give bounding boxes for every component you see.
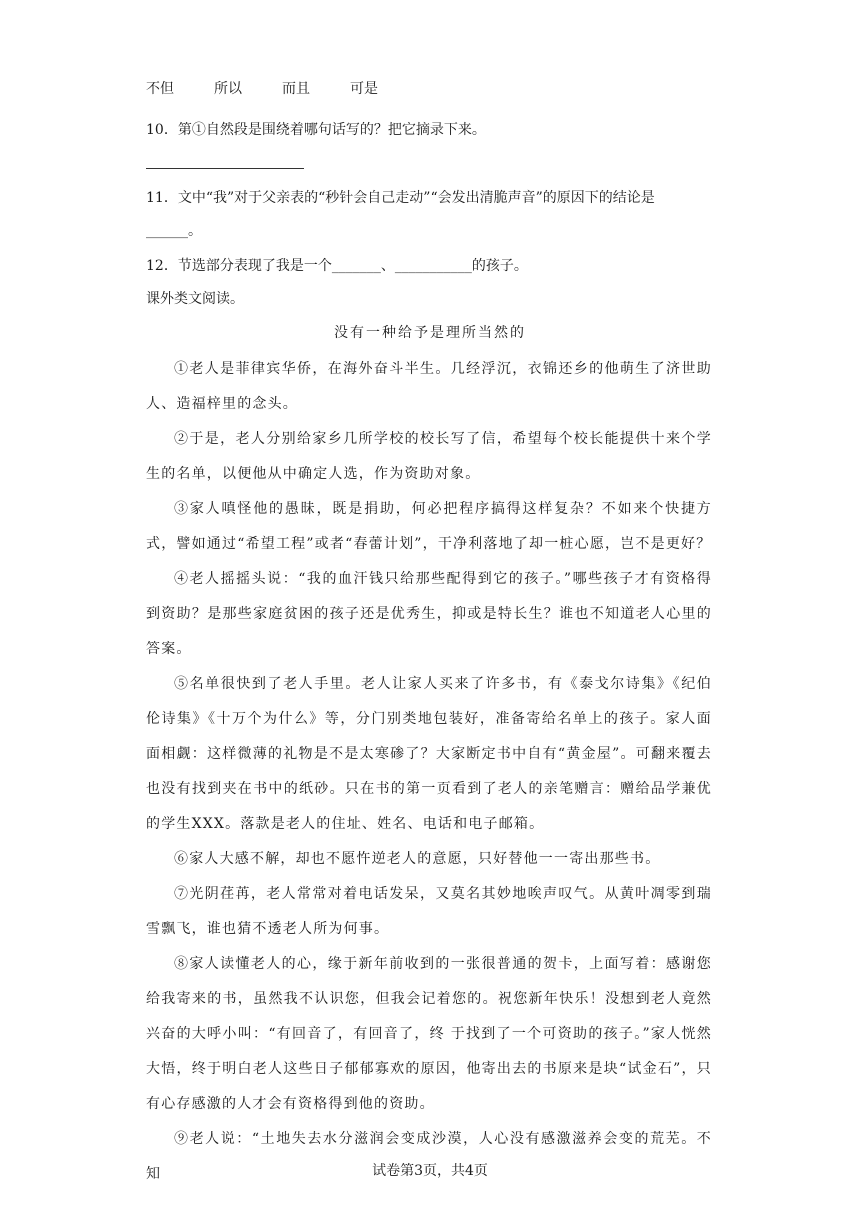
question-11-line-2: ______。 — [146, 223, 202, 239]
option-4: 可是 — [350, 81, 378, 97]
paragraph-1: ①老人是菲律宾华侨，在海外奋斗半生。几经浮沉，衣锦还乡的他萌生了济世助人、造福梓里的念头。 — [146, 361, 712, 412]
answer-line-10 — [146, 168, 304, 169]
conjunction-options — [146, 78, 418, 98]
paragraph-8: ⑧家人读懂老人的心，缘于新年前收到的一张很普通的贺卡，上面写着：感谢您给我寄来的书，虽然我不认识您，但我会记着您的。祝您新年快乐！没想到老人竟然兴奋的大呼小叫：“有回音了，有回音了，终 于找到了一个可资助的孩子。”家人恍然大悟，终于明白老人这些日子郁郁寡欢的原因，他寄出去的书原来是块“试金石”，只有心存感激的人才会有资格得到他的资助。 — [146, 956, 712, 1112]
question-12: 12．节选部分表现了我是一个_______、___________的孩子。 — [146, 258, 528, 274]
paragraph-4: ④老人摇摇头说：“我的血汗钱只给那些配得到它的孩子。”哪些孩子才有资格得到资助？是那些家庭贫困的孩子还是优秀生，抑或是特长生？谁也不知道老人心里的答案。 — [146, 571, 712, 657]
section-label: 课外类文阅读。 — [146, 291, 244, 307]
page-footer: 试卷第3页，共4页 — [372, 1163, 488, 1179]
paragraph-6: ⑥家人大感不解，却也不愿忤逆老人的意愿，只好替他一一寄出那些书。 — [174, 851, 661, 867]
option-1: 不但 — [146, 81, 174, 97]
question-11-line-1: 11．文中“我”对于父亲表的“秒针会自己走动”“会发出清脆声音”的原因下的结论是 — [146, 190, 655, 206]
paragraph-2: ②于是，老人分别给家乡几所学校的校长写了信，希望每个校长能提供十来个学生的名单，以便他从中确定人选，作为资助对象。 — [146, 431, 712, 482]
question-10: 10．第①自然段是围绕着哪句话写的？把它摘录下来。 — [146, 122, 486, 138]
option-3: 而且 — [282, 81, 310, 97]
paragraph-7: ⑦光阴荏苒，老人常常对着电话发呆，又莫名其妙地唉声叹气。从黄叶凋零到瑞雪飘飞，谁也猜不透老人所为何事。 — [146, 886, 712, 937]
option-2: 所以 — [214, 81, 242, 97]
paragraph-3: ③家人嗔怪他的愚昧，既是捐助，何必把程序搞得这样复杂？不如来个快捷方式，譬如通过“希望工程”或者“春蕾计划”，干净利落地了却一桩心愿，岂不是更好？ — [146, 501, 712, 552]
paragraph-5: ⑤名单很快到了老人手里。老人让家人买来了许多书，有《泰戈尔诗集》《纪伯伦诗集》《十万个为什么》等，分门别类地包装好，准备寄给名单上的孩子。家人面面相觑：这样微薄的礼物是不是太寒碜了？大家断定书中自有“黄金屋”。可翻来覆去也没有找到夹在书中的纸砂。只在书的第一页看到了老人的亲笔赠言：赠给品学兼优的学生XXX。落款是老人的住址、姓名、电话和电子邮箱。 — [146, 676, 712, 832]
article-body — [146, 352, 712, 1192]
article-title: 没有一种给予是理所当然的 — [334, 325, 526, 341]
paragraph-9: ⑨老人说：“土地失去水分滋润会变成沙漠，人心没有感激滋养会变的荒芜。不知 — [146, 1131, 712, 1182]
